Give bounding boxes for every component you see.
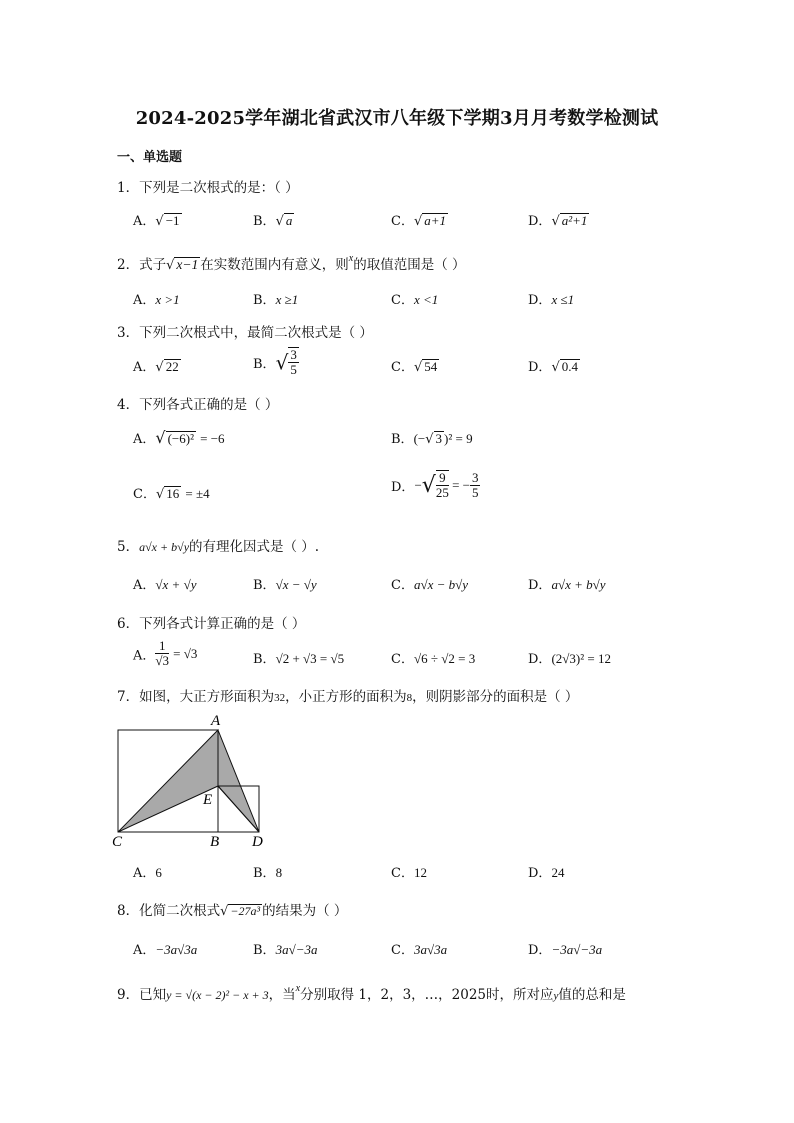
geometry-figure <box>110 710 270 850</box>
q4-option-a[interactable]: A．√ (−6)² = −6 <box>133 428 225 447</box>
q3-option-a[interactable]: A．√ 22 <box>133 359 179 375</box>
q3-option-d[interactable]: D．√ 0.4 <box>528 359 578 375</box>
label-e: E <box>203 792 213 808</box>
question-9: 9．已知y = √(x − 2)² − x + 3，当$^x$分别取得 1，2，3，…，2025时，所对应y值的总和是 <box>117 983 626 1003</box>
q7-option-c[interactable]: C．12 <box>391 865 427 881</box>
section-heading: 一、单选题 <box>117 150 183 165</box>
q7-option-b[interactable]: B．8 <box>253 865 283 881</box>
q8-option-a[interactable]: A．−3a√3a <box>133 942 198 958</box>
question-1 <box>117 176 299 196</box>
q8-option-c[interactable]: C．3a√3a <box>391 942 448 958</box>
shaded-region-left <box>118 730 218 832</box>
question-5: 5．a√x + b√y的有理化因式是（ ）. <box>117 539 320 555</box>
question-3: 3．下列二次根式中，最简二次根式是（ ） <box>117 325 373 341</box>
document-title: 2024-2025学年湖北省武汉市八年级下学期3月月考数学检测试 <box>135 108 659 129</box>
q7-option-d[interactable]: D．24 <box>528 865 565 881</box>
question-4: 4．下列各式正确的是（ ） <box>117 397 279 413</box>
q6-option-c[interactable]: C．√6 ÷ √2 = 3 <box>391 651 476 667</box>
q2-option-a[interactable]: A．x >1 <box>133 292 180 308</box>
q2-option-c[interactable]: C．x <1 <box>391 292 439 308</box>
q5-option-a[interactable]: A．√x + √y <box>133 577 197 593</box>
label-c: C <box>112 834 123 850</box>
q1-option-d[interactable]: D．√ a²+1 <box>528 213 588 229</box>
q6-option-a[interactable]: A． $\frac{1}{√3}$ = √3 <box>133 638 198 669</box>
q3-option-b[interactable]: B．√ $\frac{3}{5}$ <box>253 347 297 378</box>
q8-option-d[interactable]: D．−3a√−3a <box>528 942 603 958</box>
q6-option-b[interactable]: B．√2 + √3 = √5 <box>253 651 345 667</box>
q3-option-c[interactable]: C．√ 54 <box>391 359 438 375</box>
question-2: 2．式子√ x−1 在实数范围内有意义，则$^x$的取值范围是（ ） <box>117 253 466 273</box>
question-8: 8．化简二次根式√ −27a³ 的结果为（ ） <box>117 903 348 919</box>
q1-option-b[interactable]: B．√ a <box>253 213 293 229</box>
q1-option-c[interactable]: C．√ a+1 <box>391 213 447 229</box>
question-7: 7．如图，大正方形面积为32，小正方形的面积为8，则阴影部分的面积是（ ） <box>117 689 579 705</box>
q2-option-d[interactable]: D．x ≤1 <box>528 292 575 308</box>
q6-option-d[interactable]: D．(2√3)² = 12 <box>528 651 611 667</box>
question-text: 下列是二次根式的是：（ ） <box>139 180 299 196</box>
q5-option-c[interactable]: C．a√x − b√y <box>391 577 469 593</box>
label-d: D <box>252 834 263 850</box>
q5-option-b[interactable]: B．√x − √y <box>253 577 317 593</box>
label-a: A <box>211 713 221 729</box>
q4-option-d[interactable]: D．−√ $\frac{9}{25}$ = − $\frac{3}{5}$ <box>391 469 479 501</box>
question-6: 6．下列各式计算正确的是（ ） <box>117 616 306 632</box>
question-number: 1． <box>117 180 140 196</box>
q7-option-a[interactable]: A．6 <box>133 865 162 881</box>
q4-option-b[interactable]: B．(−√ 3 )² = 9 <box>391 431 473 447</box>
label-b: B <box>210 834 220 850</box>
q1-option-a[interactable]: A．√ −1 <box>133 213 180 229</box>
q8-option-b[interactable]: B．3a√−3a <box>253 942 318 958</box>
shaded-region-right <box>218 730 259 832</box>
q5-option-d[interactable]: D．a√x + b√y <box>528 577 606 593</box>
q2-option-b[interactable]: B．x ≥1 <box>253 292 299 308</box>
q4-option-c[interactable]: C．√ 16 = ±4 <box>133 486 210 502</box>
